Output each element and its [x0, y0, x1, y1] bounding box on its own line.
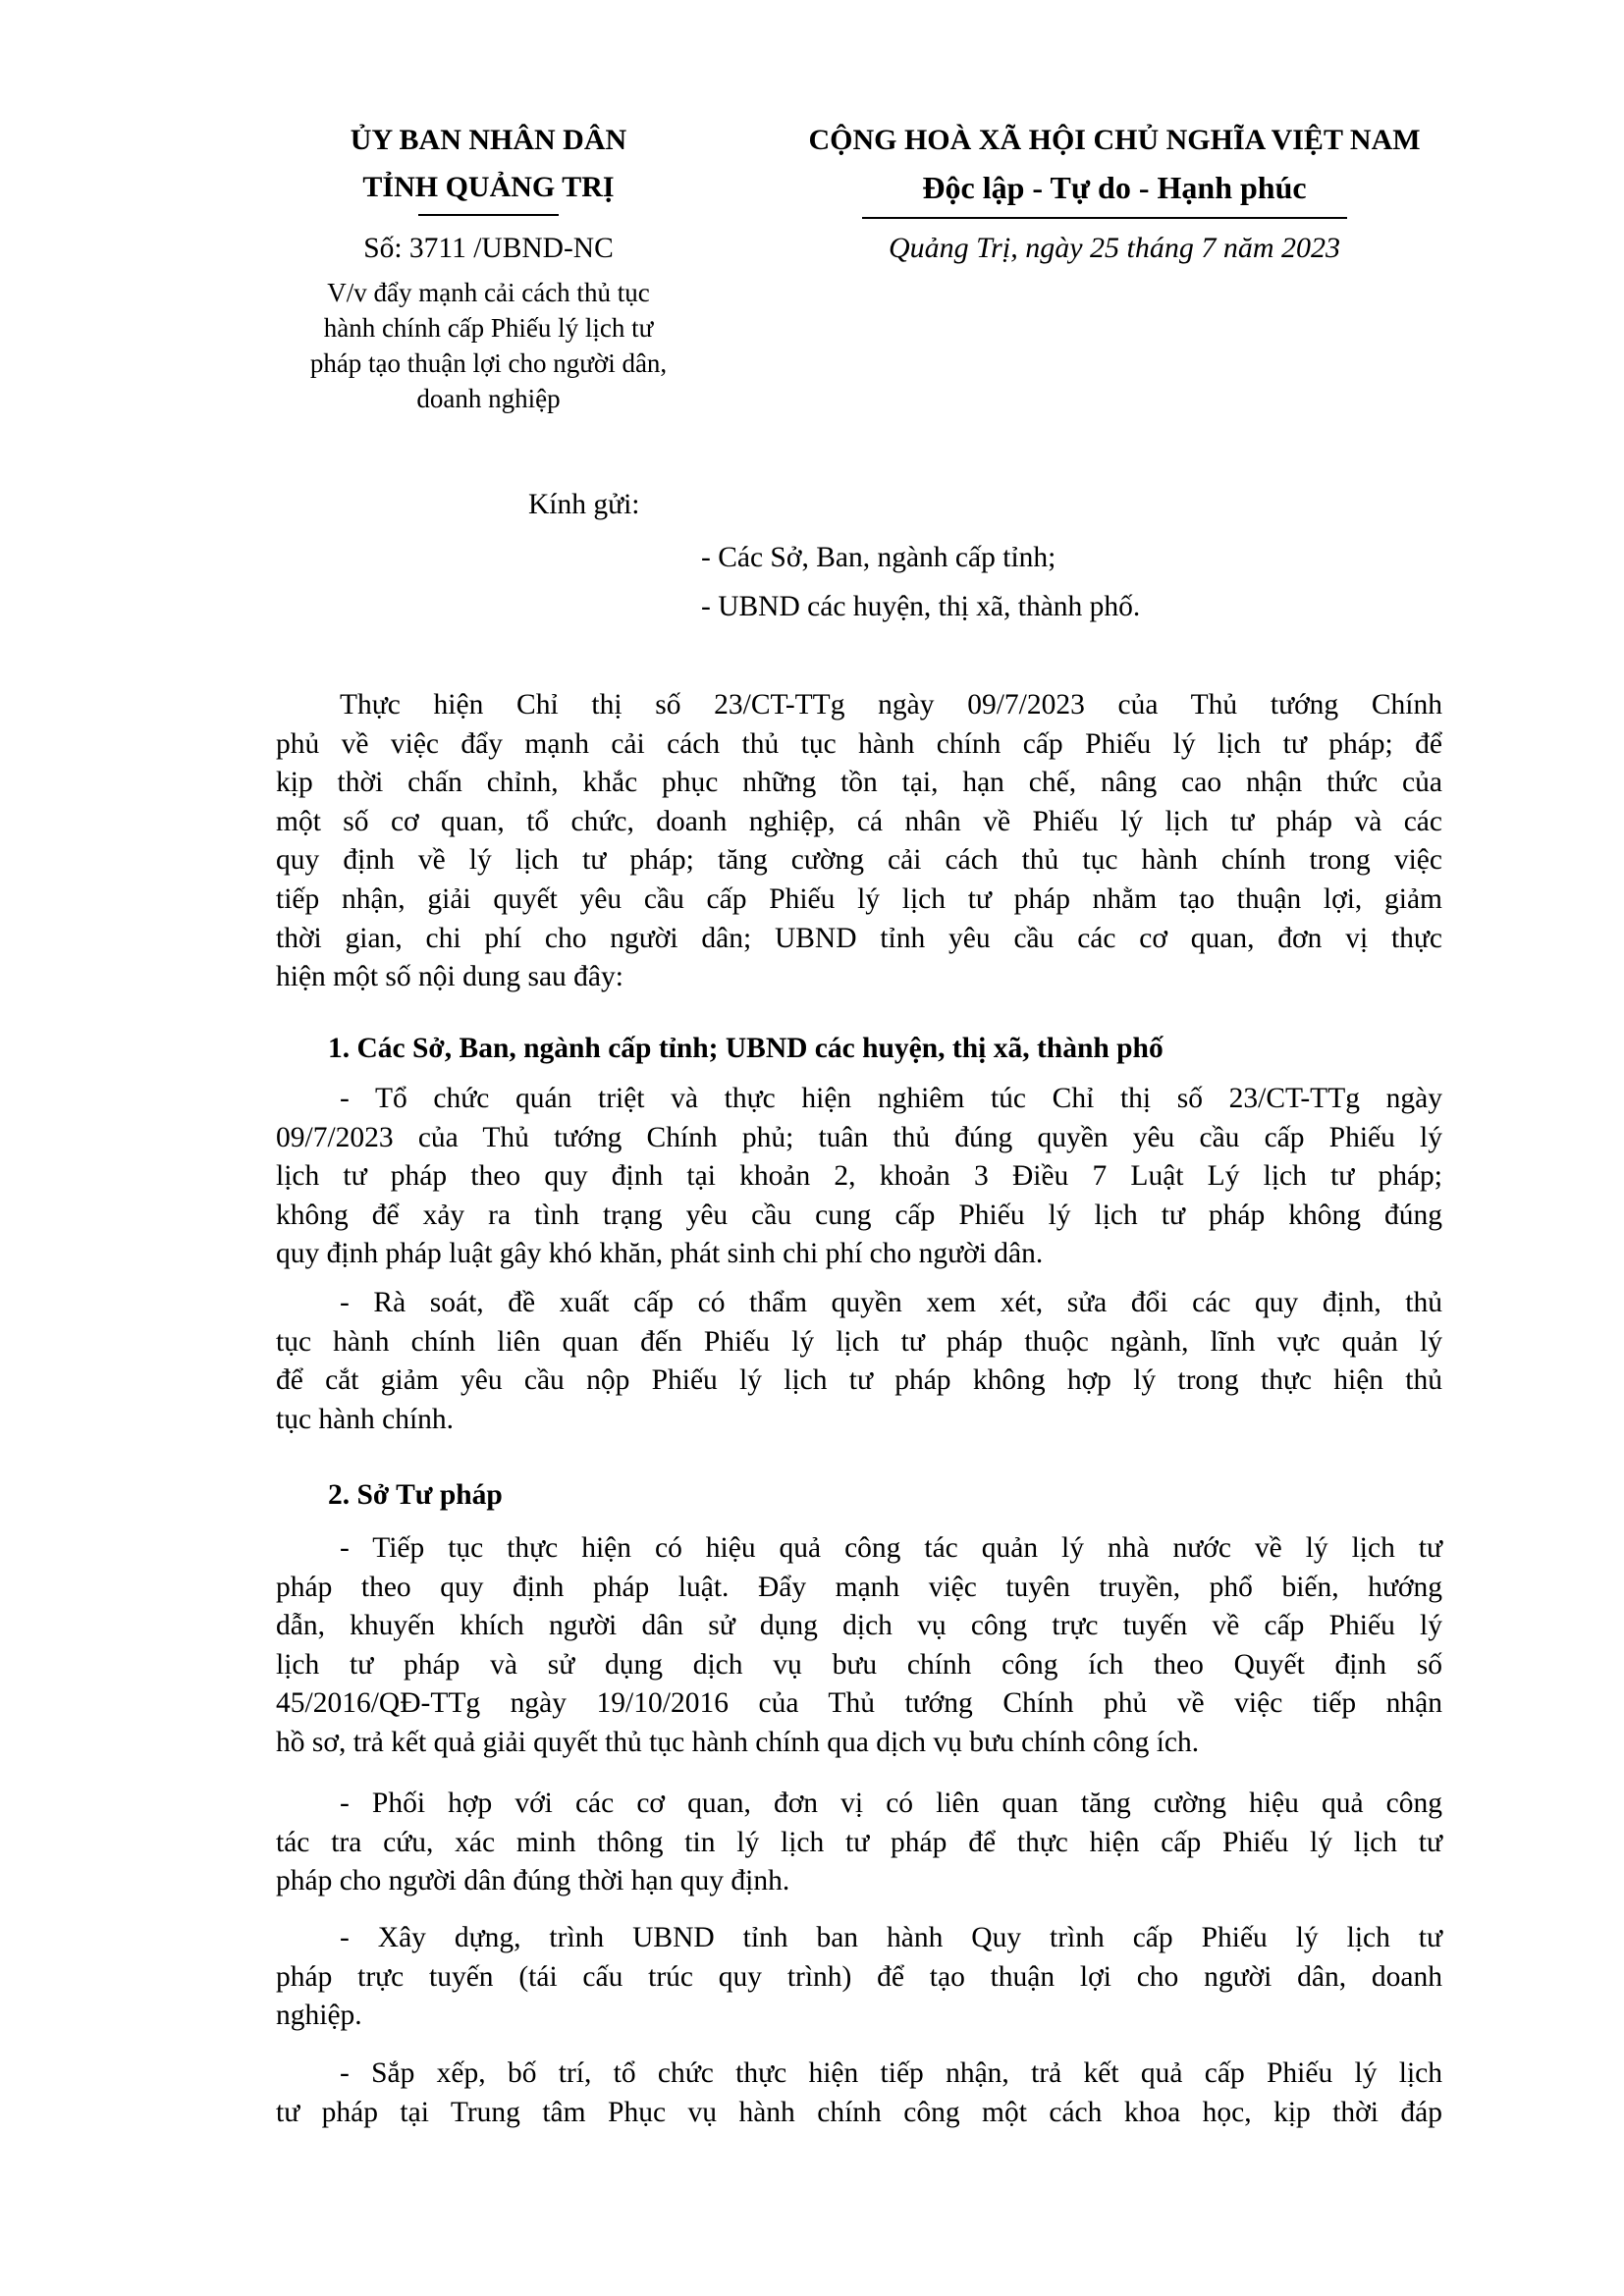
- text-line: dẫn, khuyến khích người dân sử dụng dịch vụ công trực tuyến về cấp Phiếu lý: [276, 1610, 1442, 1642]
- text-line: - Rà soát, đề xuất cấp có thẩm quyền xem xét, sửa đổi các quy định, thủ: [340, 1287, 1442, 1318]
- text-line: - Sắp xếp, bố trí, tổ chức thực hiện tiếp nhận, trả kết quả cấp Phiếu lý lịch: [340, 2057, 1442, 2089]
- text-line: phủ về việc đẩy mạnh cải cách thủ tục hành chính cấp Phiếu lý lịch tư pháp; để: [276, 727, 1442, 760]
- section-2-paragraph-4: [276, 2055, 1442, 2132]
- section-2-paragraph-3: [276, 1919, 1442, 2036]
- section-1-heading: 1. Các Sở, Ban, ngành cấp tỉnh; UBND các huyện, thị xã, thành phố: [328, 1033, 1164, 1064]
- place-and-date: Quảng Trị, ngày 25 tháng 7 năm 2023: [888, 232, 1341, 264]
- section-2-heading: 2. Sở Tư pháp: [328, 1479, 503, 1511]
- text-line: một số cơ quan, tổ chức, doanh nghiệp, cá nhân về Phiếu lý lịch tư pháp và các: [276, 805, 1442, 837]
- recipient-item: - UBND các huyện, thị xã, thành phố.: [701, 591, 1141, 622]
- recipients-label: Kính gửi:: [528, 489, 640, 520]
- section-1-paragraph-1: [276, 1080, 1442, 1274]
- text-line: pháp cho người dân đúng thời hạn quy định.: [276, 1865, 790, 1897]
- national-title: CỘNG HOÀ XÃ HỘI CHỦ NGHĨA VIỆT NAM: [808, 124, 1421, 156]
- text-line: 09/7/2023 của Thủ tướng Chính phủ; tuân thủ đúng quyền yêu cầu cấp Phiếu lý: [276, 1121, 1442, 1153]
- issuing-province: TỈNH QUẢNG TRỊ: [362, 171, 615, 203]
- text-line: quy định pháp luật gây khó khăn, phát sinh chi phí cho người dân.: [276, 1238, 1044, 1270]
- intro-paragraph: [276, 686, 1442, 997]
- text-line: pháp theo quy định pháp luật. Đẩy mạnh việc tuyên truyền, phổ biến, hướng: [276, 1571, 1442, 1603]
- header-underline-left: [418, 214, 559, 216]
- header-underline-right: [862, 217, 1347, 219]
- text-line: - Xây dựng, trình UBND tỉnh ban hành Quy trình cấp Phiếu lý lịch tư: [340, 1922, 1442, 1953]
- section-2-paragraph-1: [276, 1529, 1442, 1763]
- document-subject: [236, 275, 741, 416]
- subject-line: pháp tạo thuận lợi cho người dân,: [309, 348, 668, 378]
- text-line: tục hành chính liên quan đến Phiếu lý lịch tư pháp thuộc ngành, lĩnh vực quản lý: [276, 1325, 1442, 1358]
- text-line: lịch tư pháp theo quy định tại khoản 2, khoản 3 Điều 7 Luật Lý lịch tư pháp;: [276, 1160, 1442, 1193]
- text-line: tục hành chính.: [276, 1403, 455, 1435]
- text-line: tiếp nhận, giải quyết yêu cầu cấp Phiếu lý lịch tư pháp nhằm tạo thuận lợi, giảm: [276, 882, 1442, 915]
- subject-line: doanh nghiệp: [416, 384, 561, 413]
- text-line: không để xảy ra tình trạng yêu cầu cung cấp Phiếu lý lịch tư pháp không đúng: [276, 1199, 1442, 1231]
- text-line: quy định về lý lịch tư pháp; tăng cường cải cách thủ tục hành chính trong việc: [276, 844, 1442, 877]
- subject-line: hành chính cấp Phiếu lý lịch tư: [323, 313, 654, 343]
- text-line: hiện một số nội dung sau đây:: [276, 961, 623, 993]
- text-line: - Tổ chức quán triệt và thực hiện nghiêm túc Chỉ thị số 23/CT-TTg ngày: [340, 1083, 1442, 1114]
- text-line: tư pháp tại Trung tâm Phục vụ hành chính công một cách khoa học, kịp thời đáp: [276, 2096, 1442, 2128]
- section-2-paragraph-2: [276, 1785, 1442, 1901]
- national-motto: Độc lập - Tự do - Hạnh phúc: [922, 170, 1307, 205]
- document-number: Số: 3711 /UBND-NC: [363, 233, 614, 264]
- text-line: nghiệp.: [276, 2000, 362, 2032]
- subject-line: V/v đẩy mạnh cải cách thủ tục: [327, 278, 650, 307]
- text-line: - Phối hợp với các cơ quan, đơn vị có liên quan tăng cường hiệu quả công: [340, 1788, 1442, 1819]
- text-line: 45/2016/QĐ-TTg ngày 19/10/2016 của Thủ tướng Chính phủ về việc tiếp nhận: [276, 1687, 1442, 1720]
- text-line: thời gian, chi phí cho người dân; UBND tỉnh yêu cầu các cơ quan, đơn vị thực: [276, 922, 1442, 954]
- issuing-authority: ỦY BAN NHÂN DÂN: [350, 124, 627, 156]
- section-1-paragraph-2: [276, 1284, 1442, 1439]
- recipient-item: - Các Sở, Ban, ngành cấp tỉnh;: [701, 542, 1056, 573]
- text-line: pháp trực tuyến (tái cấu trúc quy trình) để tạo thuận lợi cho người dân, doanh: [276, 1960, 1442, 1993]
- text-line: Thực hiện Chỉ thị số 23/CT-TTg ngày 09/7/2023 của Thủ tướng Chính: [340, 689, 1442, 721]
- text-line: kịp thời chấn chỉnh, khắc phục những tồn tại, hạn chế, nâng cao nhận thức của: [276, 767, 1442, 799]
- text-line: - Tiếp tục thực hiện có hiệu quả công tác quản lý nhà nước về lý lịch tư: [340, 1532, 1442, 1564]
- text-line: tác tra cứu, xác minh thông tin lý lịch tư pháp để thực hiện cấp Phiếu lý lịch tư: [276, 1826, 1442, 1858]
- text-line: lịch tư pháp và sử dụng dịch vụ bưu chính công ích theo Quyết định số: [276, 1648, 1442, 1681]
- text-line: để cắt giảm yêu cầu nộp Phiếu lý lịch tư pháp không hợp lý trong thực hiện thủ: [276, 1364, 1442, 1397]
- text-line: hồ sơ, trả kết quả giải quyết thủ tục hành chính qua dịch vụ bưu chính công ích.: [276, 1726, 1200, 1758]
